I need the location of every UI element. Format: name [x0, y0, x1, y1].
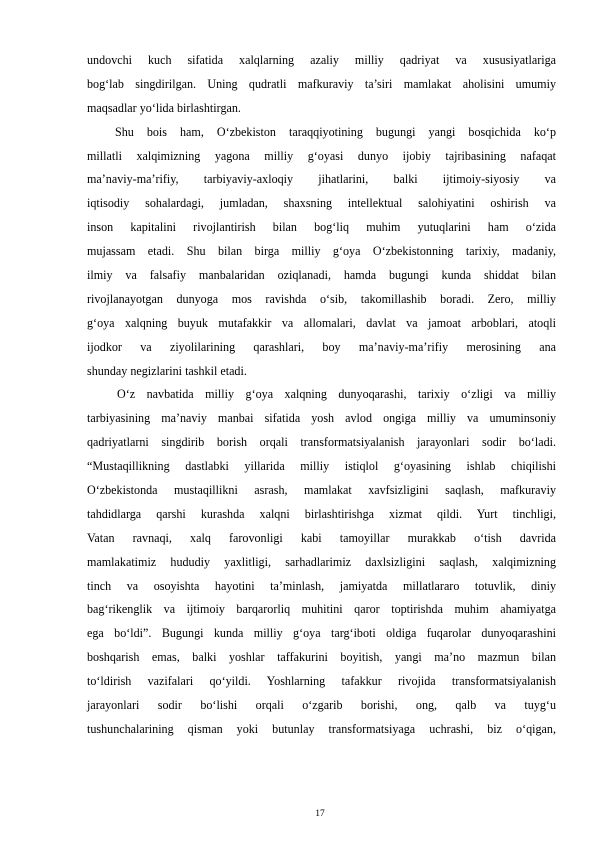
text-line: “Mustaqillikning dastlabki yillarida milliy istiqlol g‘oyasining ishlab chiqilishi [87, 459, 556, 474]
text-line: ilmiy va falsafiy manbalaridan oziqlanadi, hamda bugungi kunda shiddat bilan [87, 268, 556, 283]
text-line: ega bo‘ldi”. Bugungi kunda milliy g‘oya targ‘iboti oldiga fuqarolar dunyoqarashini [87, 626, 556, 641]
text-line: mujassam etadi. Shu bilan birga milliy g‘oya O‘zbekistonning tarixiy, madaniy, [87, 244, 556, 259]
text-line: qadriyatlarni singdirib borish orqali transformatsiyalanish jarayonlari sodir bo‘ladi. [87, 435, 556, 450]
text-line: Shu bois ham, O‘zbekiston taraqqiyotining bugungi yangi bosqichida ko‘p [115, 124, 556, 139]
text-line: mamlakatimiz hududiy yaxlitligi, sarhadlarimiz daxlsizligini saqlash, xalqimizning [87, 554, 556, 569]
body-text [87, 49, 556, 742]
text-line: g‘oya xalqning buyuk mutafakkir va allomalari, davlat va jamoat arboblari, atoqli [87, 315, 556, 330]
text-line: O‘zbekistonda mustaqillikni asrash, mamlakat xavfsizligini saqlash, mafkuraviy [87, 483, 556, 498]
text-line: ma’naviy-ma’rifiy, tarbiyaviy-axloqiy jihatlarini, balki ijtimoiy-siyosiy va [87, 172, 556, 187]
text-line: to‘ldirish vazifalari qo‘yildi. Yoshlarning tafakkur rivojida transformatsiyalanish [87, 674, 556, 689]
text-line: millatli xalqimizning yagona milliy g‘oyasi dunyo ijobiy tajribasining nafaqat [87, 148, 556, 163]
text-line: shunday negizlarini tashkil etadi. [87, 363, 247, 378]
text-line: tinch va osoyishta hayotini ta’minlash, jamiyatda millatlararo totuvlik, diniy [87, 578, 556, 593]
text-line: boshqarish emas, balki yoshlar taffakurini boyitish, yangi ma’no mazmun bilan [87, 650, 556, 665]
text-line: tushunchalarining qisman yoki butunlay transformatsiyaga uchrashi, biz o‘qigan, [87, 721, 556, 736]
text-line: ijodkor va ziyolilarining qarashlari, boy ma’naviy-ma’rifiy merosining ana [87, 339, 556, 354]
page-number: 17 [315, 809, 325, 819]
text-line: bag‘rikenglik va ijtimoiy barqarorliq muhitini qaror toptirishda muhim ahamiyatga [87, 602, 556, 617]
text-line: rivojlanayotgan dunyoga mos ravishda o‘sib, takomillashib boradi. Zero, milliy [87, 291, 556, 306]
text-line: bog‘lab singdirilgan. Uning qudratli mafkuraviy ta’siri mamlakat aholisini umumiy [87, 76, 556, 91]
text-line: undovchi kuch sifatida xalqlarning azaliy milliy qadriyat va xususiyatlariga [87, 53, 556, 67]
text-line: maqsadlar yo‘lida birlashtirgan. [87, 100, 241, 115]
text-line: tahdidlarga qarshi kurashda xalqni birlashtirishga xizmat qildi. Yurt tinchligi, [87, 506, 556, 521]
text-line: O‘z navbatida milliy g‘oya xalqning dunyoqarashi, tarixiy o‘zligi va milliy [117, 387, 556, 402]
text-line: jarayonlari sodir bo‘lishi orqali o‘zgarib borishi, ong, qalb va tuyg‘u [87, 698, 556, 713]
text-line: Vatan ravnaqi, xalq farovonligi kabi tamoyillar murakkab o‘tish davrida [87, 530, 556, 545]
text-line: inson kapitalini rivojlantirish bilan bog‘liq muhim yutuqlarini ham o‘zida [87, 220, 556, 235]
text-line: iqtisodiy sohalardagi, jumladan, shaxsning intellektual salohiyatini oshirish va [87, 196, 556, 211]
text-line: tarbiyasining ma’naviy manbai sifatida yosh avlod ongiga milliy va umuminsoniy [87, 411, 556, 426]
